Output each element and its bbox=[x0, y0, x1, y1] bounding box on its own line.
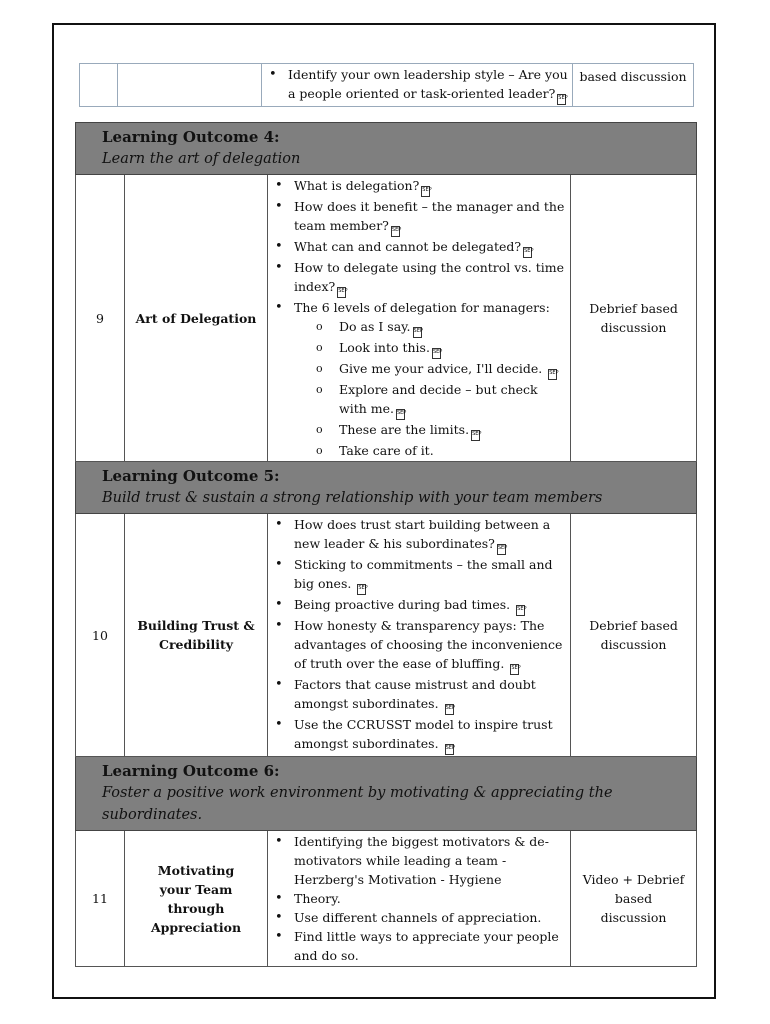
session-number: 9 bbox=[76, 175, 125, 462]
sep-glyph: SEP bbox=[445, 744, 454, 755]
outcome-description: Foster a positive work environment by motivating & appreciating the subordinates. bbox=[102, 785, 613, 823]
bullet-item: • Find little ways to appreciate your people and do so. bbox=[294, 927, 566, 965]
bullet-item: • How does it benefit – the manager and the team member? SEP bbox=[294, 197, 566, 237]
learning-outcome-header bbox=[76, 757, 697, 831]
sep-glyph: SEP bbox=[516, 605, 525, 616]
bullet-item: • The 6 levels of delegation for managers: bbox=[294, 298, 566, 317]
bullet-item: • What is delegation? SEP bbox=[294, 176, 566, 197]
sep-glyph: SEP bbox=[413, 327, 422, 338]
continuation-table bbox=[79, 63, 694, 107]
learning-outcome-header bbox=[76, 462, 697, 514]
sep-glyph: SEP bbox=[523, 247, 532, 258]
bullet-item: • Theory. bbox=[294, 889, 566, 908]
bullet-item: • Sticking to commitments – the small and big ones. SEP bbox=[294, 555, 566, 595]
sep-glyph: SEP bbox=[445, 704, 454, 715]
sub-item: o Do as I say. SEP bbox=[339, 317, 566, 338]
session-name: Art of Delegation bbox=[125, 175, 268, 462]
sub-item: o Look into this. SEP bbox=[339, 338, 566, 359]
method-cell: based discussion bbox=[573, 64, 694, 107]
delivery-method: Debrief based discussion bbox=[571, 514, 697, 757]
bullet-item: • Use the CCRUSST model to inspire trust amongst subordinates. SEP bbox=[294, 715, 566, 755]
outcome-title: Learning Outcome 6: bbox=[102, 762, 280, 780]
bullet-item: • Being proactive during bad times. SEP bbox=[294, 595, 566, 616]
bullet-item: • Identify your own leadership style – Are you a people oriented or task-oriented leader? SEP bbox=[288, 65, 568, 105]
session-content bbox=[268, 831, 571, 967]
sep-glyph: SEP bbox=[497, 544, 506, 555]
sub-item: o Give me your advice, I'll decide. SEP bbox=[339, 359, 566, 380]
bullet-item: • Identifying the biggest motivators & de-motivators while leading a team - Herzberg's Motivation - Hygiene bbox=[294, 832, 566, 889]
session-content bbox=[268, 514, 571, 757]
topic-cell bbox=[118, 64, 262, 107]
content-cell bbox=[262, 64, 573, 107]
sep-glyph: SEP bbox=[510, 664, 519, 675]
sep-glyph: SEP bbox=[432, 348, 441, 359]
bullet-item: • How honesty & transparency pays: The advantages of choosing the inconvenience of truth over the ease of bluffing. SEP bbox=[294, 616, 566, 675]
sep-glyph: SEP bbox=[471, 430, 480, 441]
table-row bbox=[76, 514, 697, 757]
sep-glyph: SEP bbox=[337, 287, 346, 298]
sep-glyph: SEP bbox=[421, 186, 430, 197]
outcome-description: Build trust & sustain a strong relationship with your team members bbox=[102, 490, 603, 506]
sep-glyph: SEP bbox=[357, 584, 366, 595]
bullet-item: • How to delegate using the control vs. time index? SEP bbox=[294, 258, 566, 298]
delivery-method: Debrief based discussion bbox=[571, 175, 697, 462]
sep-glyph: SEP bbox=[557, 94, 566, 105]
sep-glyph: SEP bbox=[548, 369, 557, 380]
outcome-title: Learning Outcome 5: bbox=[102, 467, 280, 485]
session-name: Motivating your Team through Appreciation bbox=[125, 831, 268, 967]
bullet-item: • What can and cannot be delegated? SEP bbox=[294, 237, 566, 258]
curriculum-table bbox=[75, 122, 697, 967]
sub-item: o Explore and decide – but check with me. SEP bbox=[339, 380, 566, 420]
bullet-item: • Factors that cause mistrust and doubt amongst subordinates. SEP bbox=[294, 675, 566, 715]
outcome-title: Learning Outcome 4: bbox=[102, 128, 280, 146]
session-number: 10 bbox=[76, 514, 125, 757]
session-name: Building Trust & Credibility bbox=[125, 514, 268, 757]
session-number: 11 bbox=[76, 831, 125, 967]
delivery-method: Video + Debrief based discussion bbox=[571, 831, 697, 967]
number-cell bbox=[80, 64, 118, 107]
sub-item: o These are the limits. SEP bbox=[339, 420, 566, 441]
table-row bbox=[76, 175, 697, 462]
learning-outcome-header bbox=[76, 123, 697, 175]
sep-glyph: SEP bbox=[396, 409, 405, 420]
table-row bbox=[80, 64, 694, 107]
sep-glyph: SEP bbox=[391, 226, 400, 237]
table-row bbox=[76, 831, 697, 967]
outcome-description: Learn the art of delegation bbox=[102, 151, 301, 167]
bullet-item: • How does trust start building between a new leader & his subordinates? SEP bbox=[294, 515, 566, 555]
bullet-item: • Use different channels of appreciation. bbox=[294, 908, 566, 927]
session-content bbox=[268, 175, 571, 462]
sub-item: o Take care of it. bbox=[339, 441, 566, 460]
